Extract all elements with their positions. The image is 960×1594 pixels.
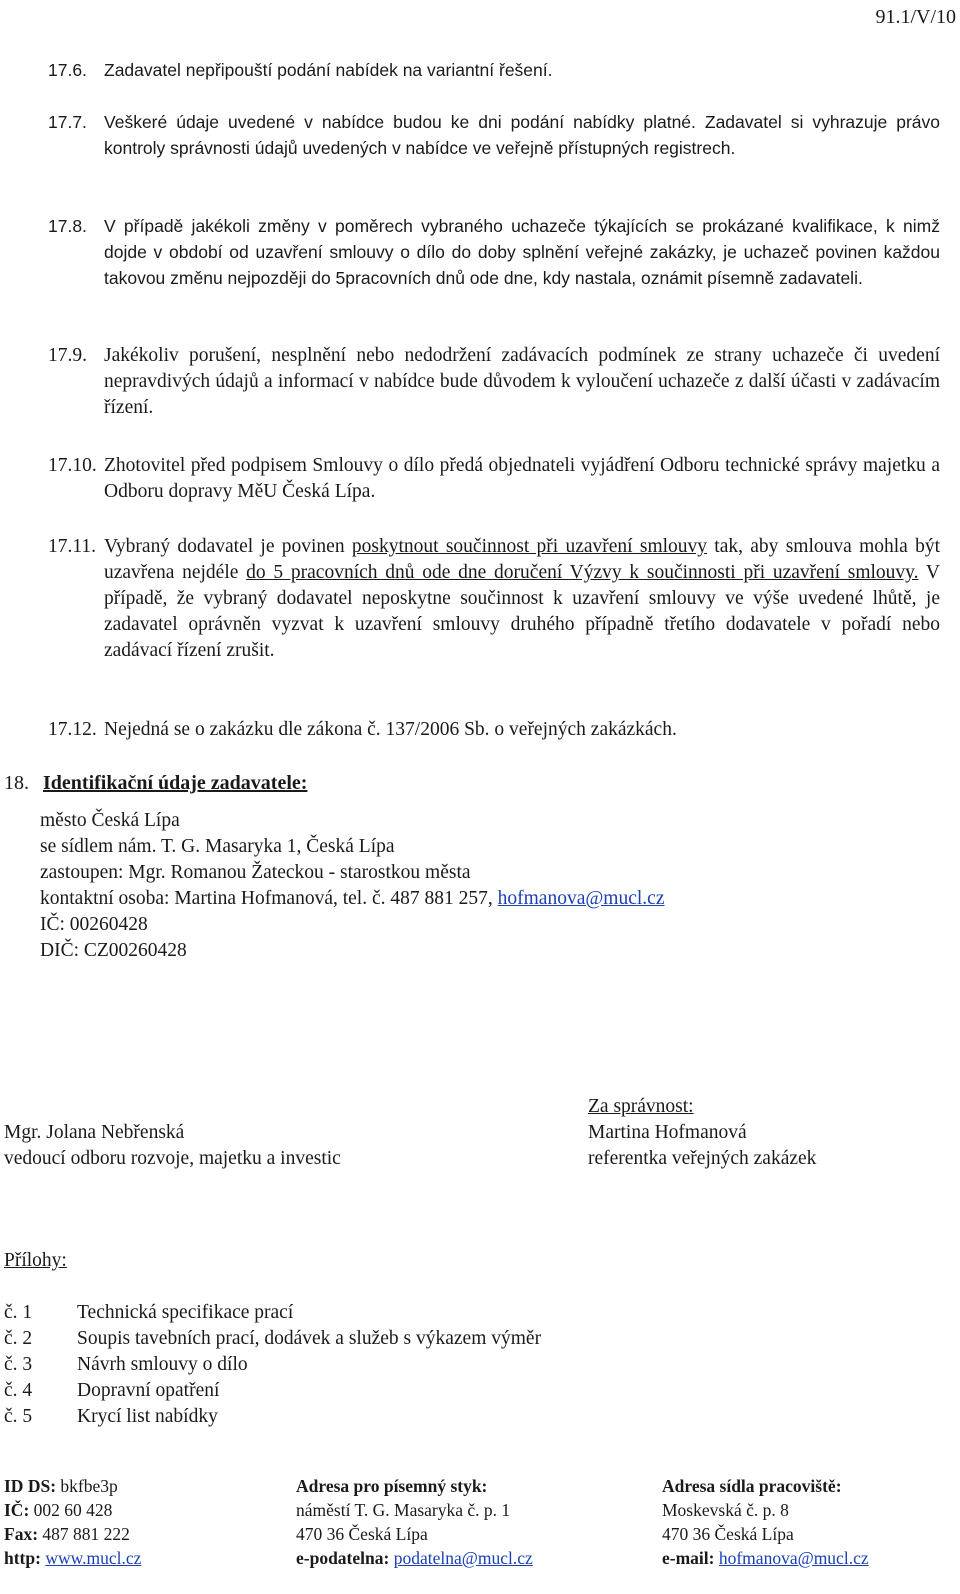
clause-text: V případě jakékoli změny v poměrech vybraného uchazeče týkajících se prokázané kvalifikace, k nimž dojde v období od uzavření smlouvy o dílo do doby splnění veřejné zakázky, je uchazeč povinen každou takovou změnu nejpozději do 5pracovních dnů ode dne, kdy nastala, oznámit písemně zadavateli. (104, 216, 940, 288)
attachment-title: Krycí list nabídky (77, 1406, 218, 1427)
clause-text: Nejedná se o zakázku dle zákona č. 137/2006 Sb. o veřejných zakázkách. (104, 719, 677, 740)
clause-17-8 (48, 213, 940, 291)
clause-17-6 (48, 57, 940, 83)
clause-number: 17.7. (48, 112, 87, 132)
fax-label: Fax: (4, 1524, 39, 1544)
authority-address: se sídlem nám. T. G. Masaryka 1, Česká Lípa (40, 836, 395, 857)
signatory-name: Mgr. Jolana Nebřenská (4, 1122, 185, 1143)
footer-column-office-address (662, 1474, 869, 1570)
attachment-number: č. 5 (4, 1406, 33, 1427)
ic-label: IČ: (4, 1500, 30, 1520)
clause-number: 17.11. (48, 536, 97, 557)
clause-text: Jakékoliv porušení, nesplnění nebo nedodržení zadávacích podmínek ze strany uchazeče či uvedení nepravdivých údajů a informací v nabídce bude důvodem k vyloučení uchazeče z další účasti v zadávacím řízení. (104, 345, 940, 418)
attachment-title: Technická specifikace prací (77, 1302, 294, 1323)
clause-17-11 (48, 534, 940, 664)
section-title: Identifikační údaje zadavatele: (43, 772, 308, 794)
clause-text-part: V případě, že vybraný dodavatel neposkytne součinnost k uzavření smlouvy ve výše uvedené lhůtě, je zadavatel oprávněn vyzvat k uzavření smlouvy druhého případně třetího dodavatele v pořadí nebo zadávací řízení zrušit. (104, 562, 941, 661)
office-address-title: Adresa sídla pracoviště: (662, 1476, 842, 1496)
e-filing-label: e-podatelna: (296, 1548, 390, 1568)
contact-text: kontaktní osoba: Martina Hofmanová, tel. č. 487 881 257, (40, 888, 498, 909)
postal-address-city: 470 36 Česká Lípa (296, 1524, 428, 1544)
signature-right (588, 1094, 816, 1172)
clause-number: 17.9. (48, 345, 87, 366)
attachment-item (4, 1300, 541, 1326)
clause-number: 17.10. (48, 455, 97, 476)
verification-label: Za správnost: (588, 1096, 694, 1117)
fax-value: 487 881 222 (38, 1524, 130, 1544)
authority-dic: DIČ: CZ00260428 (40, 940, 187, 961)
attachment-number: č. 1 (4, 1302, 33, 1323)
clause-number: 17.6. (48, 60, 87, 80)
email-link[interactable]: hofmanova@mucl.cz (718, 1548, 869, 1568)
clause-text: Veškeré údaje uvedené v nabídce budou ke dni podání nabídky platné. Zadavatel si vyhrazuje právo kontroly správnosti údajů uvedených v nabídce ve veřejně přístupných registrech. (104, 112, 940, 158)
office-address-city: 470 36 Česká Lípa (662, 1524, 794, 1544)
attachment-item (4, 1326, 541, 1352)
website-link[interactable]: www.mucl.cz (45, 1548, 142, 1568)
clause-text-part: tak, aby smlouva mohla být uzavřena nejdéle (104, 536, 940, 583)
clause-number: 17.8. (48, 216, 87, 236)
e-filing-email-link[interactable]: podatelna@mucl.cz (393, 1548, 533, 1568)
authority-representative: zastoupen: Mgr. Romanou Žateckou - starostkou města (40, 862, 471, 883)
clause-17-10 (48, 453, 940, 505)
authority-ic: IČ: 00260428 (40, 914, 148, 935)
document-reference: 91.1/V/10 (875, 6, 956, 28)
id-ds-label: ID DS: (4, 1476, 57, 1496)
attachment-item (4, 1378, 541, 1404)
signatory-role: referentka veřejných zakázek (588, 1148, 817, 1169)
contact-person (40, 886, 664, 912)
contracting-authority-details (40, 808, 664, 964)
footer-column-ids (4, 1474, 141, 1570)
authority-name: město Česká Lípa (40, 810, 180, 831)
attachment-title: Návrh smlouvy o dílo (77, 1354, 248, 1375)
postal-address-title: Adresa pro písemný styk: (296, 1476, 488, 1496)
underlined-phrase: poskytnout součinnost při uzavření smlouvy (351, 536, 708, 557)
signature-left (4, 1120, 341, 1172)
http-label: http: (4, 1548, 41, 1568)
signatory-role: vedoucí odboru rozvoje, majetku a investic (4, 1148, 341, 1169)
attachment-number: č. 4 (4, 1380, 33, 1401)
postal-address-street: náměstí T. G. Masaryka č. p. 1 (296, 1500, 511, 1520)
signatory-name: Martina Hofmanová (588, 1122, 747, 1143)
clause-text: Zhotovitel před podpisem Smlouvy o dílo předá objednateli vyjádření Odboru technické správy majetku a Odboru dopravy MěU Česká Lípa. (104, 455, 940, 502)
attachment-number: č. 2 (4, 1328, 33, 1349)
id-ds-value: bkfbe3p (56, 1476, 118, 1496)
footer-column-postal-address (296, 1474, 533, 1570)
clause-text: Zadavatel nepřipouští podání nabídek na variantní řešení. (104, 60, 553, 80)
attachments-list (4, 1300, 541, 1430)
section-18-heading (4, 772, 307, 795)
clause-17-7 (48, 109, 940, 161)
clause-17-9 (48, 343, 940, 421)
attachment-title: Dopravní opatření (77, 1380, 220, 1401)
ic-value: 002 60 428 (29, 1500, 113, 1520)
attachments-title: Přílohy: (4, 1250, 67, 1271)
underlined-phrase: do 5 pracovních dnů ode dne doručení Výzvy k součinnosti při uzavření smlouvy. (246, 562, 919, 583)
section-number: 18. (4, 772, 29, 794)
email-label: e-mail: (662, 1548, 715, 1568)
office-address-street: Moskevská č. p. 8 (662, 1500, 789, 1520)
attachment-item (4, 1404, 541, 1430)
clause-number: 17.12. (48, 719, 97, 740)
clause-text-part: Vybraný dodavatel je povinen (104, 536, 352, 557)
attachment-title: Soupis tavebních prací, dodávek a služeb s výkazem výměr (77, 1328, 542, 1349)
attachment-number: č. 3 (4, 1354, 33, 1375)
clause-text (104, 534, 940, 664)
contact-email-link[interactable]: hofmanova@mucl.cz (497, 888, 665, 909)
clause-17-12 (48, 717, 940, 743)
attachment-item (4, 1352, 541, 1378)
